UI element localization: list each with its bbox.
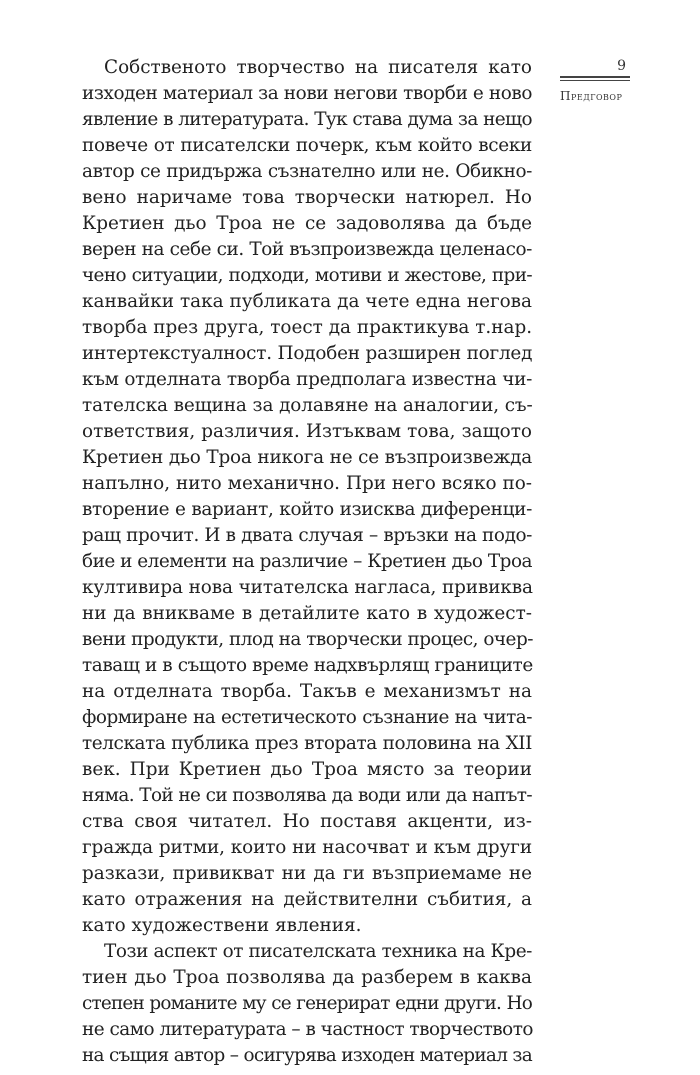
text-line: бие и елементи на различие – Кретиен дьо Троа <box>82 551 532 572</box>
text-line: вено наричаме това творчески натюрел. Но <box>82 187 532 208</box>
text-line: на същия автор – осигурява изходен материал за <box>82 1045 532 1066</box>
header-rule-thin <box>560 80 630 81</box>
text-line: тателска вещина за долавяне на аналогии, съ- <box>82 395 533 416</box>
paragraph-1 <box>82 55 532 939</box>
text-line: повече от писателски почерк, към който всеки <box>82 135 532 156</box>
text-line: верен на себе си. Той възпроизвежда целенасо- <box>82 239 532 260</box>
text-line: като художествени явления. <box>82 915 362 936</box>
text-line: телската публика през втората половина на XII <box>82 733 532 754</box>
text-line: явление в литературата. Тук става дума за нещо <box>82 109 532 130</box>
text-line: на отделната творба. Такъв е механизмът на <box>82 681 532 702</box>
text-line: чено ситуации, подходи, мотиви и жестове, при- <box>82 265 532 286</box>
paragraph-2 <box>82 939 532 1069</box>
text-line: към отделната творба предполага известна чи- <box>82 369 532 390</box>
text-line: не само литературата – в частност творчеството <box>82 1019 533 1040</box>
text-line: Този аспект от писателската техника на Кре- <box>104 941 532 962</box>
page-number: 9 <box>617 58 626 74</box>
text-line: ращ прочит. И в двата случая – връзки на подо- <box>82 525 532 546</box>
text-line: интертекстуалност. Подобен разширен поглед <box>82 343 533 364</box>
text-line: канвайки така публиката да чете една негова <box>82 291 532 312</box>
text-line: култивира нова читателска нагласа, привиква <box>82 577 533 598</box>
text-line: тиен дьо Троа позволява да разберем в каква <box>82 967 532 988</box>
text-line: изходен материал за нови негови творби е ново <box>82 83 532 104</box>
text-line: вторение е вариант, който изисква диференци- <box>82 499 532 520</box>
text-line: Кретиен дьо Троа не се задоволява да бъде <box>82 213 532 234</box>
text-line: като отражения на действителни събития, а <box>82 889 532 910</box>
text-line: вени продукти, плод на творчески процес, очер- <box>82 629 533 650</box>
text-line: ответствия, различия. Изтъквам това, защото <box>82 421 532 442</box>
text-line: Кретиен дьо Троа никога не се възпроизвежда <box>82 447 532 468</box>
text-line: таващ и в същото време надхвърлящ границите <box>82 655 533 676</box>
body-text <box>82 55 532 1069</box>
header-rule-thick <box>560 76 630 78</box>
text-line: ни да вникваме в детайлите като в художест- <box>82 603 532 624</box>
text-line: разкази, привикват ни да ги възприемаме не <box>82 863 532 884</box>
text-line: творба през друга, тоест да практикува т.нар. <box>82 317 533 338</box>
text-line: ства своя читател. Но поставя акценти, из- <box>82 811 532 832</box>
text-line: Собственото творчество на писателя като <box>104 57 532 78</box>
running-head: Предговор <box>560 89 623 103</box>
text-line: няма. Той не си позволява да води или да напът- <box>82 785 532 806</box>
text-line: век. При Кретиен дьо Троа място за теории <box>82 759 532 780</box>
text-line: напълно, нито механично. При него всяко по- <box>82 473 532 494</box>
text-line: степен романите му се генерират едни други. Но <box>82 993 532 1014</box>
text-line: автор се придържа съзнателно или не. Обикно- <box>82 161 532 182</box>
text-line: формиране на естетическото съзнание на чита- <box>82 707 532 728</box>
text-line: гражда ритми, които ни насочват и към други <box>82 837 532 858</box>
page-header <box>560 58 630 103</box>
